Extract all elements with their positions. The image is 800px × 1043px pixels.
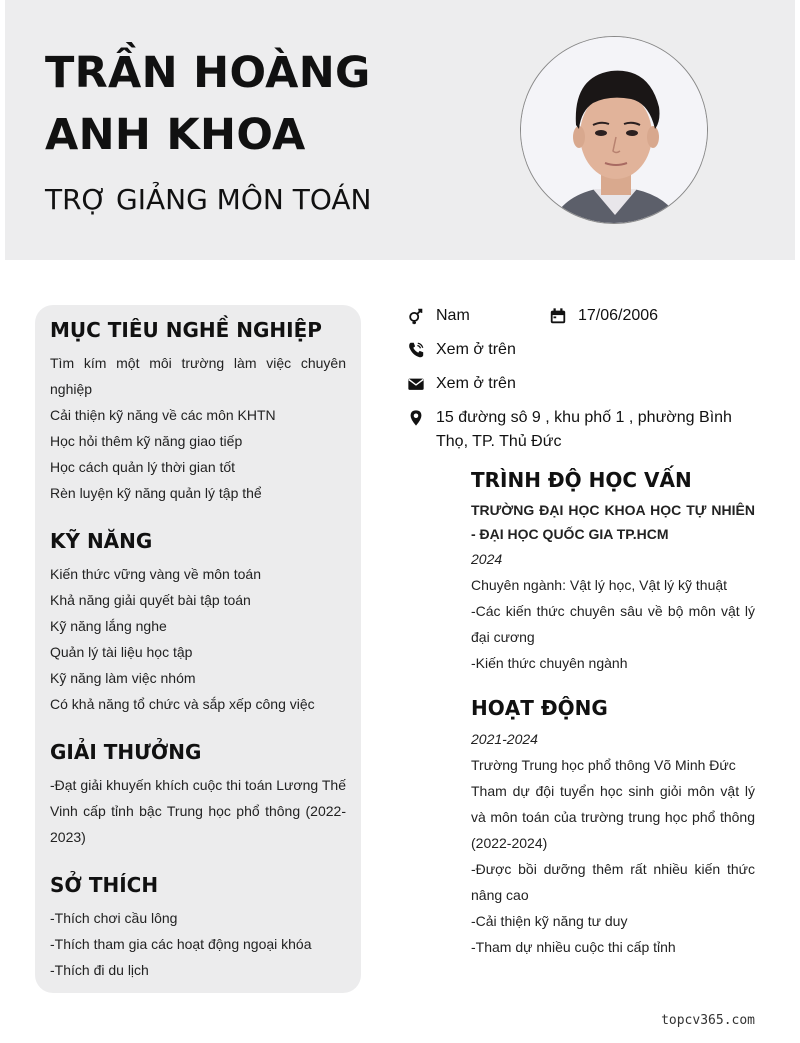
education-line: Chuyên ngành: Vật lý học, Vật lý kỹ thuật bbox=[471, 577, 728, 593]
activities-title: HOẠT ĐỘNG bbox=[471, 696, 608, 720]
activity-line: -Tham dự nhiều cuộc thi cấp tỉnh bbox=[471, 939, 676, 955]
activity-line: Tham dự đội tuyển học sinh giỏi môn vật lý và môn toán của trường trung học phổ thông (2022-2024) bbox=[471, 783, 755, 851]
education-line: -Các kiến thức chuyên sâu về bộ môn vật lý đại cương bbox=[471, 603, 755, 645]
list-item: Kỹ năng làm việc nhóm bbox=[50, 670, 196, 686]
phone-row bbox=[406, 338, 516, 362]
dob-row bbox=[548, 304, 658, 328]
skills-list bbox=[50, 561, 346, 717]
activities-period: 2021-2024 bbox=[471, 731, 538, 747]
list-item: Tìm kím một môi trường làm việc chuyên nghiệp bbox=[50, 355, 346, 397]
education-title: TRÌNH ĐỘ HỌC VẤN bbox=[471, 468, 692, 492]
list-item: Học cách quản lý thời gian tốt bbox=[50, 459, 236, 475]
candidate-name: TRẦN HOÀNG ANH KHOA bbox=[45, 48, 371, 160]
education-details bbox=[471, 498, 755, 676]
list-item: -Thích tham gia các hoạt động ngoại khóa bbox=[50, 936, 312, 952]
list-item: Có khả năng tổ chức và sắp xếp công việc bbox=[50, 696, 315, 712]
phone-value: Xem ở trên bbox=[436, 341, 516, 358]
awards-text: -Đạt giải khuyến khích cuộc thi toán Lương Thế Vinh cấp tỉnh bậc Trung học phổ thông (2022-2023) bbox=[50, 777, 346, 845]
objective-title: MỤC TIÊU NGHỀ NGHIỆP bbox=[50, 318, 322, 342]
gender-row bbox=[406, 304, 470, 328]
profile-photo bbox=[520, 36, 708, 224]
dob-value: 17/06/2006 bbox=[578, 307, 659, 324]
skills-title: KỸ NĂNG bbox=[50, 529, 153, 553]
phone-icon bbox=[406, 338, 426, 362]
awards-title: GIẢI THƯỞNG bbox=[50, 740, 202, 764]
school-name: TRƯỜNG ĐẠI HỌC KHOA HỌC TỰ NHIÊN - ĐẠI HỌC QUỐC GIA TP.HCM bbox=[471, 502, 755, 542]
gender-icon bbox=[406, 304, 426, 328]
email-row bbox=[406, 372, 516, 396]
objective-list bbox=[50, 350, 346, 506]
hobbies-list bbox=[50, 905, 346, 983]
education-line: -Kiến thức chuyên ngành bbox=[471, 655, 628, 671]
education-year: 2024 bbox=[471, 551, 503, 567]
activity-line: Trường Trung học phổ thông Võ Minh Đức bbox=[471, 757, 736, 773]
list-item: Khả năng giải quyết bài tập toán bbox=[50, 592, 251, 608]
list-item: -Thích chơi cầu lông bbox=[50, 910, 178, 926]
list-item: Kiến thức vững vàng về môn toán bbox=[50, 566, 261, 582]
activity-line: -Được bồi dưỡng thêm rất nhiều kiến thức nâng cao bbox=[471, 861, 755, 903]
calendar-icon bbox=[548, 304, 568, 328]
address-value: 15 đường sô 9 , khu phố 1 , phường Bình Thọ, TP. Thủ Đức bbox=[436, 409, 732, 450]
location-icon bbox=[406, 406, 426, 430]
list-item: Kỹ năng lắng nghe bbox=[50, 618, 167, 634]
email-icon bbox=[406, 372, 426, 396]
address-row bbox=[406, 406, 756, 454]
gender-value: Nam bbox=[436, 307, 470, 324]
activities-details bbox=[471, 726, 755, 960]
footer-site: topcv365.com bbox=[661, 1013, 755, 1028]
list-item: -Thích đi du lịch bbox=[50, 962, 149, 978]
list-item: Học hỏi thêm kỹ năng giao tiếp bbox=[50, 433, 243, 449]
hobbies-title: SỞ THÍCH bbox=[50, 873, 159, 897]
activity-line: -Cải thiện kỹ năng tư duy bbox=[471, 913, 628, 929]
job-title: TRỢ GIẢNG MÔN TOÁN bbox=[45, 183, 372, 216]
email-value: Xem ở trên bbox=[436, 375, 516, 392]
list-item: Rèn luyện kỹ năng quản lý tập thể bbox=[50, 485, 262, 501]
list-item: Cải thiện kỹ năng về các môn KHTN bbox=[50, 407, 276, 423]
list-item: Quản lý tài liệu học tập bbox=[50, 644, 193, 660]
